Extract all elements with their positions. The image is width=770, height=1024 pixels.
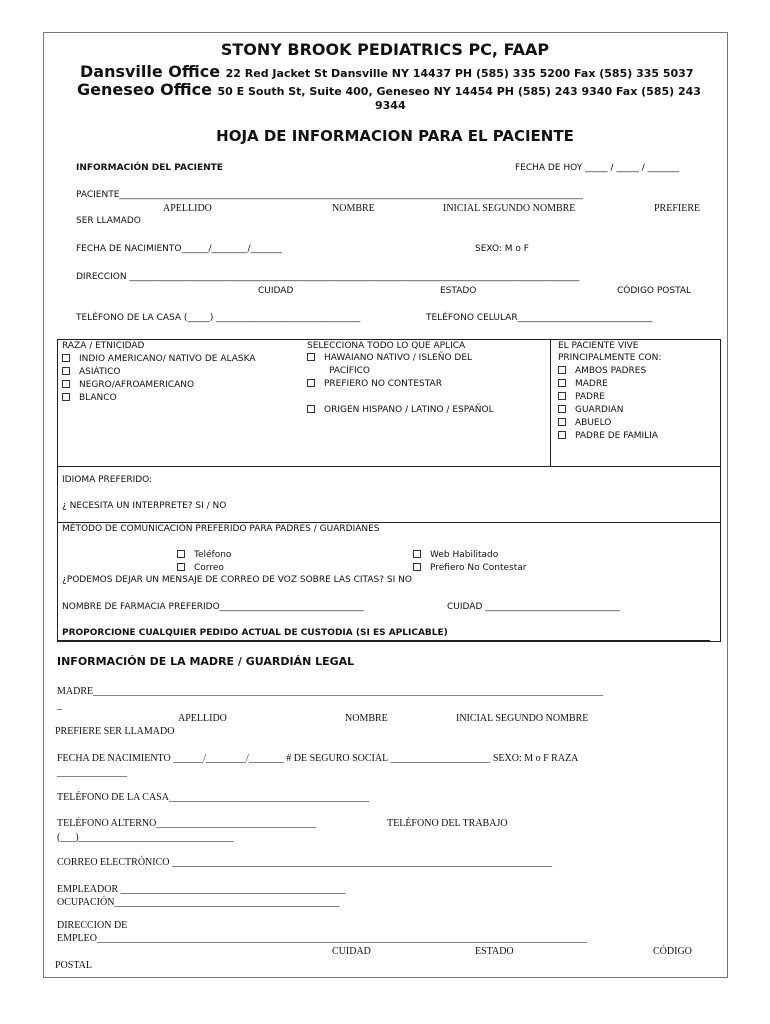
race-option-prefer-not[interactable]: PREFIERO NO CONTESTAR xyxy=(307,379,442,389)
checkbox-icon[interactable] xyxy=(62,393,70,401)
mother-name-field[interactable]: MADRE______________________________________________________________________________________________________ xyxy=(57,686,604,697)
patient-sub-apellido: APELLIDO xyxy=(163,203,212,214)
lives-with-subtitle: PRINCIPALMENTE CON: xyxy=(558,353,662,363)
patient-sub-prefiere: PREFIERE xyxy=(654,203,701,214)
communication-title: MÉTODO DE COMUNICACIÓN PREFERIDO PARA PADRES / GUARDIANES xyxy=(62,524,380,534)
custody-note: PROPORCIONE CUALQUIER PEDIDO ACTUAL DE CUSTODIA (SI ES APLICABLE) xyxy=(62,628,448,638)
voicemail-question[interactable]: ¿PODEMOS DEJAR UN MENSAJE DE CORREO DE VOZ SOBRE LAS CITAS? SI NO xyxy=(62,575,412,585)
geneseo-address-cont: 9344 xyxy=(375,99,406,112)
checkbox-icon[interactable] xyxy=(307,405,315,413)
interpreter-question[interactable]: ¿ NECESITA UN INTERPRETE? SI / NO xyxy=(62,501,227,511)
employer-sub-postal: POSTAL xyxy=(55,960,92,971)
employer-address-field[interactable]: EMPLEO__________________________________________________________________________________________________ xyxy=(57,933,587,944)
checkbox-icon[interactable] xyxy=(177,563,185,571)
mother-prefiere: PREFIERE SER LLAMADO xyxy=(55,726,175,737)
pharmacy-city-field[interactable]: CUIDAD ______________________________ xyxy=(447,602,621,612)
patient-sub-nombre: NOMBRE xyxy=(332,203,375,214)
checkbox-icon[interactable] xyxy=(177,550,185,558)
checkbox-icon[interactable] xyxy=(413,550,421,558)
checkbox-icon[interactable] xyxy=(558,405,566,413)
mother-dob-ssn-field[interactable]: FECHA DE NACIMIENTO ______/________/_______ # DE SEGURO SOCIAL ____________________ SEXO: M o F RAZA xyxy=(57,753,579,764)
checkbox-icon[interactable] xyxy=(558,366,566,374)
geneseo-office-label: Geneseo Office xyxy=(77,80,212,99)
checkbox-icon[interactable] xyxy=(62,354,70,362)
race-option[interactable]: NEGRO/AFROAMERICANO xyxy=(62,379,256,392)
home-phone-field[interactable]: TELÉFONO DE LA CASA (_____) ________________________________ xyxy=(76,313,361,323)
employer-sub-codigo: CÓDIGO xyxy=(653,946,692,957)
employer-address-label: DIRECCION DE xyxy=(57,920,128,931)
patient-sex-field[interactable]: SEXO: M o F xyxy=(475,244,529,254)
checkbox-icon[interactable] xyxy=(62,367,70,375)
lives-with-option[interactable]: ABUELO xyxy=(558,417,658,430)
race-option[interactable]: BLANCO xyxy=(62,392,256,405)
mother-employer-field[interactable]: EMPLEADOR _____________________________________________ xyxy=(57,884,346,895)
lives-with-option[interactable]: AMBOS PADRES xyxy=(558,365,658,378)
race-list xyxy=(62,353,256,405)
geneseo-address: 50 E South St, Suite 400, Geneseo NY 14454 PH (585) 243 9340 Fax (585) 243 xyxy=(217,85,701,98)
mother-sub-inicial: INICIAL SEGUNDO NOMBRE xyxy=(456,713,589,724)
patient-sub-inicial: INICIAL SEGUNDO NOMBRE xyxy=(443,203,576,214)
race-title: RAZA / ETNICIDAD xyxy=(62,341,145,351)
employer-sub-estado: ESTADO xyxy=(475,946,514,957)
preferred-language-field[interactable]: IDIOMA PREFERIDO: xyxy=(62,475,153,485)
mother-work-phone-label: TELÉFONO DEL TRABAJO xyxy=(387,818,508,829)
mother-email-field[interactable]: CORREO ELECTRÓNICO ____________________________________________________________________________ xyxy=(57,857,552,868)
lives-with-list xyxy=(558,365,658,443)
lives-with-option[interactable]: PADRE xyxy=(558,391,658,404)
race-option-hawaiian[interactable]: HAWAIANO NATIVO / ISLEÑO DEL xyxy=(307,353,472,363)
patient-address-field[interactable]: DIRECCIÓN ____________________________________________________________________________________________________ xyxy=(76,272,580,282)
race-option[interactable]: ASIÁTICO xyxy=(62,366,256,379)
lives-with-title: EL PACIENTE VIVE xyxy=(558,341,639,351)
address-sub-codigo-postal: CÓDIGO POSTAL xyxy=(617,286,692,296)
patient-section-title: INFORMACIÓN DEL PACIENTE xyxy=(76,163,223,173)
lives-with-option[interactable]: MADRE xyxy=(558,378,658,391)
dansville-address: 22 Red Jacket St Dansville NY 14437 PH (585) 335 5200 Fax (585) 335 5037 xyxy=(225,67,694,80)
mother-work-phone-field[interactable]: (___)_______________________________ xyxy=(57,832,234,843)
comm-option-web[interactable]: Web Habilitado xyxy=(413,550,498,560)
custody-underline xyxy=(57,640,710,641)
clinic-title: STONY BROOK PEDIATRICS PC, FAAP xyxy=(220,40,550,59)
mother-section-title: INFORMACIÓN DE LA MADRE / GUARDIÁN LEGAL xyxy=(57,655,355,668)
form-title: HOJA DE INFORMACION PARA EL PACIENTE xyxy=(216,127,574,145)
race-option[interactable]: INDIO AMERICANO/ NATIVO DE ALASKA xyxy=(62,353,256,366)
employer-sub-ciudad: CUIDAD xyxy=(332,946,371,957)
patient-ser-llamado: SER LLAMADO xyxy=(76,216,141,226)
race-option-hispanic[interactable]: ORIGEN HISPANO / LATINO / ESPAÑOL xyxy=(307,405,494,415)
patient-dob-field[interactable]: FECHA DE NACIMIENTO______/________/_______ xyxy=(76,244,283,254)
pharmacy-field[interactable]: NOMBRE DE FARMACIA PREFERIDO________________________________ xyxy=(62,602,364,612)
lives-with-option[interactable]: PADRE DE FAMILIA xyxy=(558,430,658,443)
lives-with-option[interactable]: GUARDIAN xyxy=(558,404,658,417)
mother-occupation-field[interactable]: OCUPACIÓN_____________________________________________ xyxy=(57,897,340,908)
today-date-field[interactable]: FECHA DE HOY _____ / _____ / _______ xyxy=(515,163,680,173)
checkbox-icon[interactable] xyxy=(413,563,421,571)
checkbox-icon[interactable] xyxy=(558,379,566,387)
checkbox-icon[interactable] xyxy=(307,353,315,361)
patient-name-field[interactable]: PACIENTE_______________________________________________________________________________________________________ xyxy=(76,190,583,200)
mother-alt-phone-field[interactable]: TELÉFONO ALTERNO________________________________ xyxy=(57,818,317,829)
mother-home-phone-field[interactable]: TELÉFONO DE LA CASA________________________________________ xyxy=(57,792,369,803)
divider-1 xyxy=(57,466,721,467)
select-all-title: SELECCIONA TODO LO QUE APLICA xyxy=(307,341,466,351)
dansville-office-label: Dansville Office xyxy=(80,62,221,81)
divider-2 xyxy=(57,522,721,523)
address-sub-ciudad: CUIDAD xyxy=(258,286,294,296)
cell-phone-field[interactable]: TELÉFONO CELULAR______________________________ xyxy=(426,313,653,323)
checkbox-icon[interactable] xyxy=(558,431,566,439)
mother-name-cont: _ xyxy=(57,700,62,711)
checkbox-icon[interactable] xyxy=(558,418,566,426)
comm-option-correo[interactable]: Correo xyxy=(177,563,224,573)
dansville-office-line xyxy=(80,62,694,81)
comm-option-no-contestar[interactable]: Prefiero No Contestar xyxy=(413,563,526,573)
mother-race-field[interactable]: ______________ xyxy=(57,767,127,778)
checkbox-icon[interactable] xyxy=(62,380,70,388)
checkbox-icon[interactable] xyxy=(307,379,315,387)
mother-sub-nombre: NOMBRE xyxy=(345,713,388,724)
checkbox-icon[interactable] xyxy=(558,392,566,400)
comm-option-telefono[interactable]: Teléfono xyxy=(177,550,231,560)
mother-sub-apellido: APELLIDO xyxy=(178,713,227,724)
race-option-hawaiian-cont: PACÍFICO xyxy=(329,366,370,376)
geneseo-office-line xyxy=(77,80,701,99)
address-sub-estado: ESTADO xyxy=(440,286,477,296)
column-divider xyxy=(550,339,551,466)
